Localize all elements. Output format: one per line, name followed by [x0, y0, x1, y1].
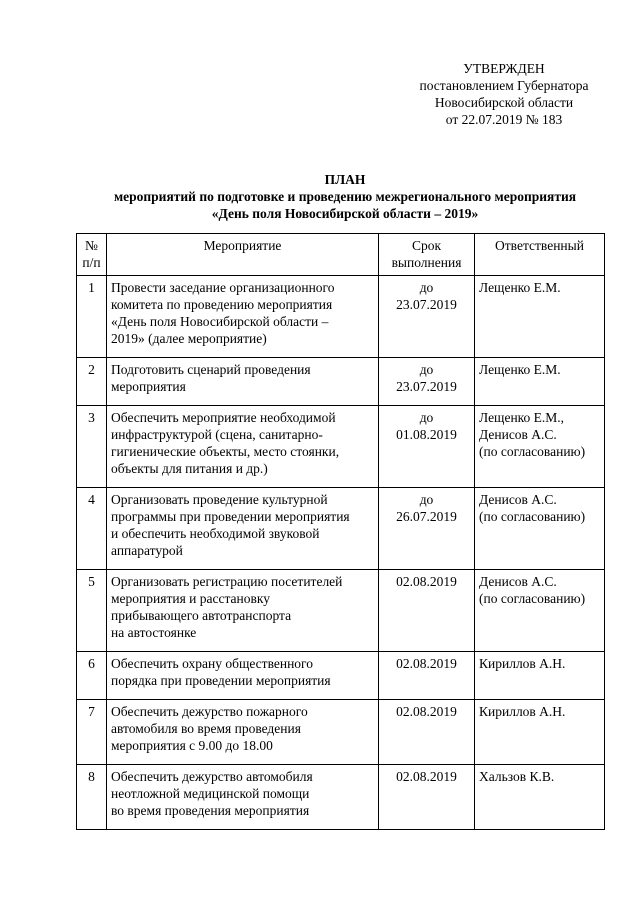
- deadline-cell-line: до: [419, 280, 434, 295]
- approval-stamp: [395, 60, 613, 128]
- table-row: [77, 570, 605, 652]
- task-cell-line: инфраструктурой (сцена, санитарно-: [111, 427, 323, 442]
- task-cell-line: на автостоянке: [111, 625, 197, 640]
- header-responsible-line: Ответственный: [495, 238, 584, 253]
- task-cell-line: комитета по проведению мероприятия: [111, 297, 333, 312]
- title-subtitle-line: «День поля Новосибирской области – 2019»: [211, 206, 479, 221]
- task-cell-line: и обеспечить необходимой звуковой: [111, 526, 320, 541]
- approval-line: УТВЕРЖДЕН: [463, 61, 545, 76]
- plan-table: [76, 233, 605, 830]
- table-row: [77, 276, 605, 358]
- task-cell-line: неотложной медицинской помощи: [111, 786, 310, 801]
- row-number: 6: [77, 652, 107, 700]
- task-cell-line: мероприятия и расстановку: [111, 591, 271, 606]
- header-num-line: №: [85, 238, 98, 253]
- task-cell: [107, 570, 379, 652]
- table-row: [77, 700, 605, 765]
- row-number: 2: [77, 358, 107, 406]
- table-row: [77, 488, 605, 570]
- task-cell-line: порядка при проведении мероприятия: [111, 673, 331, 688]
- row-number: 8: [77, 765, 107, 830]
- task-cell: [107, 652, 379, 700]
- approval-line: Новосибирской области: [434, 95, 574, 110]
- task-cell-line: 2019» (далее мероприятие): [111, 331, 267, 346]
- table-row: [77, 406, 605, 488]
- table-header-row: [77, 234, 605, 276]
- responsible-cell-line: (по согласованию): [479, 591, 586, 606]
- task-cell-line: мероприятия с 9.00 до 18.00: [111, 738, 273, 753]
- deadline-cell: [379, 406, 475, 488]
- task-cell-line: прибывающего автотранспорта: [111, 608, 292, 623]
- responsible-cell: [475, 276, 605, 358]
- responsible-cell: [475, 652, 605, 700]
- task-cell: [107, 276, 379, 358]
- task-cell: [107, 488, 379, 570]
- header-num: [77, 234, 107, 276]
- deadline-cell-line: 02.08.2019: [396, 704, 457, 719]
- row-number: 3: [77, 406, 107, 488]
- task-cell-line: Организовать проведение культурной: [111, 492, 328, 507]
- header-task: [107, 234, 379, 276]
- deadline-cell-line: 02.08.2019: [396, 656, 457, 671]
- approval-line: от 22.07.2019 № 183: [445, 112, 563, 127]
- row-number: 5: [77, 570, 107, 652]
- responsible-cell-line: (по согласованию): [479, 509, 586, 524]
- task-cell: [107, 406, 379, 488]
- deadline-cell: [379, 765, 475, 830]
- table-row: [77, 765, 605, 830]
- deadline-cell: [379, 276, 475, 358]
- deadline-cell-line: 26.07.2019: [396, 509, 457, 524]
- title-subtitle-line: мероприятий по подготовке и проведению межрегионального мероприятия: [113, 189, 577, 204]
- table-row: [77, 652, 605, 700]
- task-cell-line: гигиенические объекты, место стоянки,: [111, 444, 340, 459]
- task-cell-line: Обеспечить дежурство пожарного: [111, 704, 308, 719]
- responsible-cell-line: Денисов А.С.: [479, 492, 557, 507]
- table-body: [77, 276, 605, 830]
- task-cell-line: аппаратурой: [111, 543, 183, 558]
- task-cell-line: Обеспечить охрану общественного: [111, 656, 314, 671]
- deadline-cell: [379, 570, 475, 652]
- task-cell-line: Организовать регистрацию посетителей: [111, 574, 343, 589]
- responsible-cell-line: (по согласованию): [479, 444, 586, 459]
- task-cell: [107, 700, 379, 765]
- header-num-line: п/п: [82, 255, 101, 270]
- responsible-cell: [475, 406, 605, 488]
- header-responsible: [475, 234, 605, 276]
- responsible-cell-line: Лещенко Е.М.: [479, 362, 561, 377]
- responsible-cell-line: Хальзов К.В.: [479, 769, 555, 784]
- responsible-cell: [475, 570, 605, 652]
- task-cell-line: «День поля Новосибирской области –: [111, 314, 329, 329]
- task-cell-line: Подготовить сценарий проведения: [111, 362, 311, 377]
- row-number: 4: [77, 488, 107, 570]
- deadline-cell: [379, 700, 475, 765]
- deadline-cell: [379, 652, 475, 700]
- deadline-cell-line: 23.07.2019: [396, 297, 457, 312]
- task-cell-line: программы при проведении мероприятия: [111, 509, 350, 524]
- task-cell: [107, 358, 379, 406]
- deadline-cell-line: 01.08.2019: [396, 427, 457, 442]
- responsible-cell-line: Лещенко Е.М.,: [479, 410, 565, 425]
- header-deadline-line: Срок: [411, 238, 442, 253]
- task-cell-line: объекты для питания и др.): [111, 461, 268, 476]
- task-cell-line: мероприятия: [111, 379, 186, 394]
- responsible-cell-line: Лещенко Е.М.: [479, 280, 561, 295]
- responsible-cell: [475, 488, 605, 570]
- task-cell-line: автомобиля во время проведения: [111, 721, 301, 736]
- responsible-cell-line: Денисов А.С.: [479, 427, 557, 442]
- deadline-cell-line: 02.08.2019: [396, 574, 457, 589]
- deadline-cell-line: 02.08.2019: [396, 769, 457, 784]
- header-deadline: [379, 234, 475, 276]
- task-cell: [107, 765, 379, 830]
- approval-line: постановлением Губернатора: [419, 78, 589, 93]
- title-heading: ПЛАН: [324, 172, 366, 187]
- task-cell-line: Провести заседание организационного: [111, 280, 335, 295]
- header-deadline-line: выполнения: [391, 255, 462, 270]
- responsible-cell-line: Кириллов А.Н.: [479, 704, 566, 719]
- deadline-cell: [379, 358, 475, 406]
- row-number: 7: [77, 700, 107, 765]
- task-cell-line: Обеспечить дежурство автомобиля: [111, 769, 313, 784]
- responsible-cell: [475, 700, 605, 765]
- document-title: [40, 171, 640, 222]
- deadline-cell-line: до: [419, 362, 434, 377]
- responsible-cell-line: Кириллов А.Н.: [479, 656, 566, 671]
- header-task-line: Мероприятие: [203, 238, 282, 253]
- task-cell-line: Обеспечить мероприятие необходимой: [111, 410, 336, 425]
- task-cell-line: во время проведения мероприятия: [111, 803, 310, 818]
- table-row: [77, 358, 605, 406]
- responsible-cell: [475, 765, 605, 830]
- responsible-cell: [475, 358, 605, 406]
- row-number: 1: [77, 276, 107, 358]
- deadline-cell-line: до: [419, 492, 434, 507]
- responsible-cell-line: Денисов А.С.: [479, 574, 557, 589]
- deadline-cell-line: 23.07.2019: [396, 379, 457, 394]
- deadline-cell: [379, 488, 475, 570]
- deadline-cell-line: до: [419, 410, 434, 425]
